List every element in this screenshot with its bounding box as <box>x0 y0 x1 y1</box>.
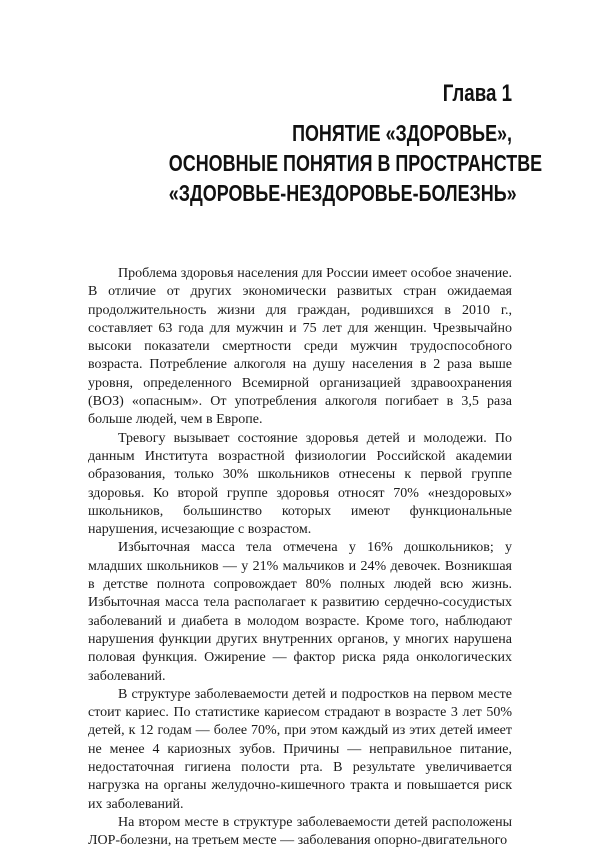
paragraph: Тревогу вызывает состояние здоровья детей и молодежи. По данным Института возрастной физиологии Российской академии образования, только 30% школьников отнесены к первой группе здоровья. Ко второй группе здоровья относят 70% «нездоровых» школьников, большинство которых имеют функциональные нарушения, исчезающие с возрастом. <box>88 430 512 538</box>
paragraph: В структуре заболеваемости детей и подростков на первом месте стоит кариес. По статистике кариесом страдают в возрасте 3 лет 50% детей, к 12 годам — более 70%, при этом каждый из этих детей имеет не менее 4 кариозных зубов. Причины — неправильное питание, недостаточная гигиена полости рта. В результате увеличивается нагрузка на органы желудочно-кишечного тракта и повышается риск их заболеваний. <box>88 686 512 812</box>
body-text <box>88 265 512 851</box>
paragraph: На втором месте в структуре заболеваемости детей расположены ЛОР-болезни, на третьем месте — заболевания опорно-двигательного <box>88 814 512 849</box>
chapter-title-line-3: «ЗДОРОВЬЕ-НЕЗДОРОВЬЕ-БОЛЕЗНЬ» <box>168 180 517 206</box>
chapter-title-line-2: ОСНОВНЫЕ ПОНЯТИЯ В ПРОСТРАНСТВЕ <box>168 150 543 176</box>
chapter-title-line-1: ПОНЯТИЕ «ЗДОРОВЬЕ», <box>292 120 512 146</box>
chapter-label: Глава 1 <box>442 80 512 107</box>
paragraph: Избыточная масса тела отмечена у 16% дошкольников; у младших школьников — у 21% мальчиков и 24% девочек. Возникшая в детстве полнота сопровождает 80% полных людей всю жизнь. Избыточная масса тела располагает к развитию сердечно-сосудистых заболеваний и диабета в молодом возрасте. Кроме того, наблюдают нарушения функции других внутренних органов, у многих нарушена половая функция. Ожирение — фактор риска ряда онкологических заболеваний. <box>88 540 512 684</box>
paragraph: Проблема здоровья населения для России имеет особое значение. В отличие от других экономически развитых стран ожидаемая продолжительность жизни для граждан, родившихся в 2010 г., составляет 63 года для мужчин и 75 лет для женщин. Чрезвычайно высоки показатели смертности среди мужчин трудоспособного возраста. Потребление алкоголя на душу населения в 2 раза выше уровня, определенного Всемирной организацией здравоохранения (ВОЗ) «опасным». От употребления алкоголя погибает в 3,5 раза больше людей, чем в Европе. <box>88 266 512 428</box>
